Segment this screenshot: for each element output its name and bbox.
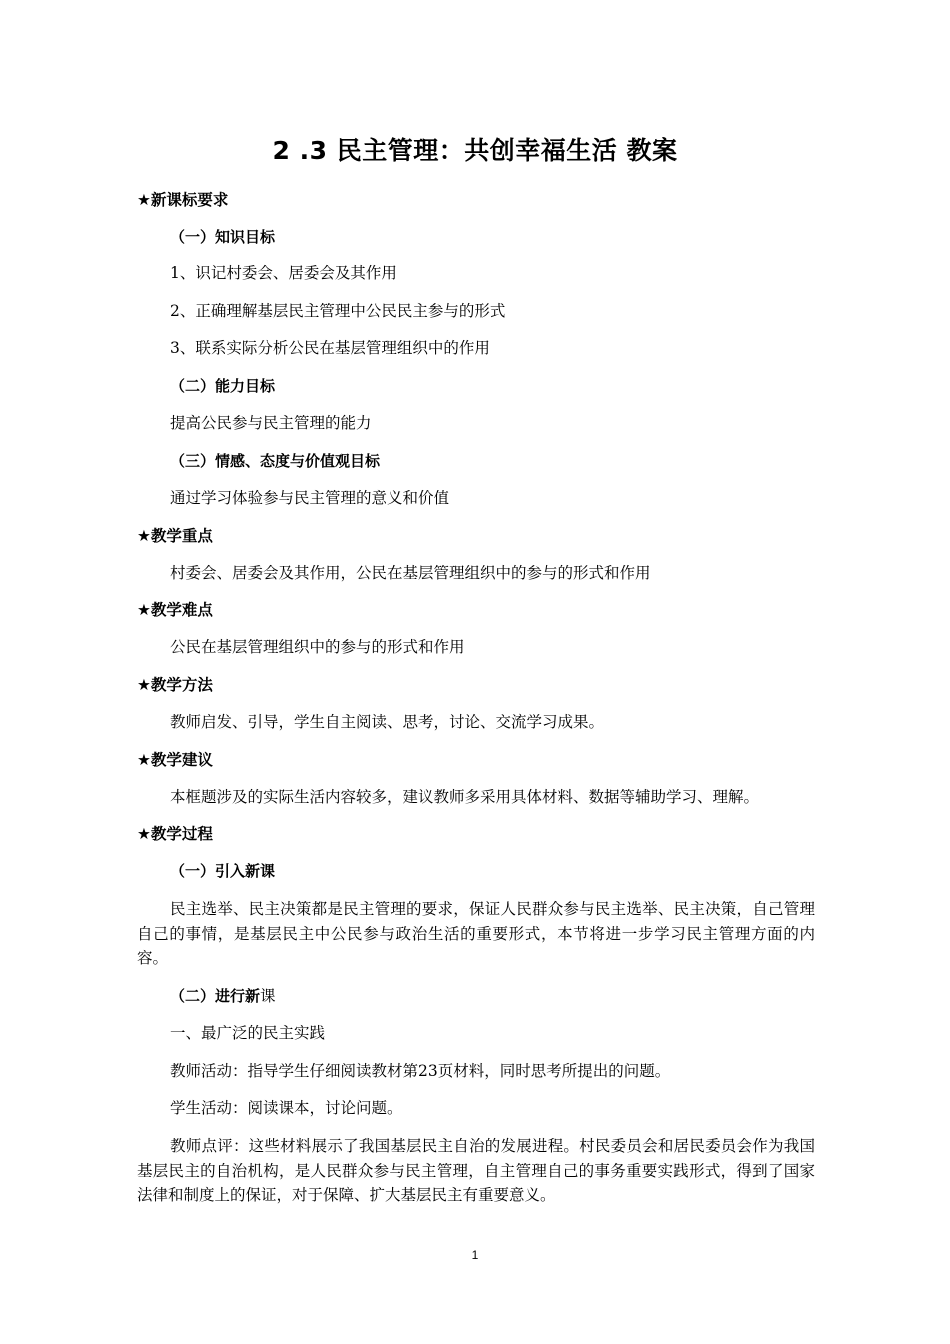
intro-paragraph: 民主选举、民主决策都是民主管理的要求，保证人民群众参与民主选举、民主决策，自己管理自己的事情，是基层民主中公民参与政治生活的重要形式，本节将进一步学习民主管理方面的内容。 xyxy=(137,900,815,967)
ability-heading: （二）能力目标 xyxy=(170,377,276,395)
teacher-activity: 教师活动：指导学生仔细阅读教材第23页材料，同时思考所提出的问题。 xyxy=(170,1062,671,1080)
student-activity: 学生活动：阅读课本，讨论问题。 xyxy=(170,1099,403,1117)
new-lesson-heading-bold: （二）进行新 xyxy=(170,987,261,1005)
suggestions-heading: ★教学建议 xyxy=(137,751,213,769)
part-one-title: 一、最广泛的民主实践 xyxy=(170,1024,326,1042)
intro-heading: （一）引入新课 xyxy=(170,862,276,880)
document-title: 2 .3 民主管理：共创幸福生活 教案 xyxy=(272,136,678,165)
emotion-text: 通过学习体验参与民主管理的意义和价值 xyxy=(170,489,450,507)
knowledge-item: 3、联系实际分析公民在基层管理组织中的作用 xyxy=(170,339,490,357)
knowledge-item: 1、识记村委会、居委会及其作用 xyxy=(170,264,397,282)
difficulties-heading: ★教学难点 xyxy=(137,601,213,619)
emotion-heading: （三）情感、态度与价值观目标 xyxy=(170,452,381,470)
ability-text: 提高公民参与民主管理的能力 xyxy=(170,414,372,432)
new-lesson-heading xyxy=(170,985,276,1007)
process-heading: ★教学过程 xyxy=(137,825,213,843)
difficulties-text: 公民在基层管理组织中的参与的形式和作用 xyxy=(170,638,465,656)
methods-heading: ★教学方法 xyxy=(137,676,213,694)
key-points-text: 村委会、居委会及其作用，公民在基层管理组织中的参与的形式和作用 xyxy=(170,564,651,582)
key-points-heading: ★教学重点 xyxy=(137,527,213,545)
knowledge-heading: （一）知识目标 xyxy=(170,228,276,246)
suggestions-text: 本框题涉及的实际生活内容较多，建议教师多采用具体材料、数据等辅助学习、理解。 xyxy=(170,788,760,806)
curriculum-heading: ★新课标要求 xyxy=(137,191,229,209)
teacher-comment: 教师点评：这些材料展示了我国基层民主自治的发展进程。村民委员会和居民委员会作为我国基层民主的自治机构，是人民群众参与民主管理，自主管理自己的事务重要实践形式，得到了国家法律和制度上的保证，对于保障、扩大基层民主有重要意义。 xyxy=(137,1137,815,1204)
knowledge-item: 2、正确理解基层民主管理中公民民主参与的形式 xyxy=(170,302,506,320)
methods-text: 教师启发、引导，学生自主阅读、思考，讨论、交流学习成果。 xyxy=(170,713,605,731)
page-number: 1 xyxy=(471,1248,479,1262)
new-lesson-heading-rest: 课 xyxy=(260,987,276,1005)
